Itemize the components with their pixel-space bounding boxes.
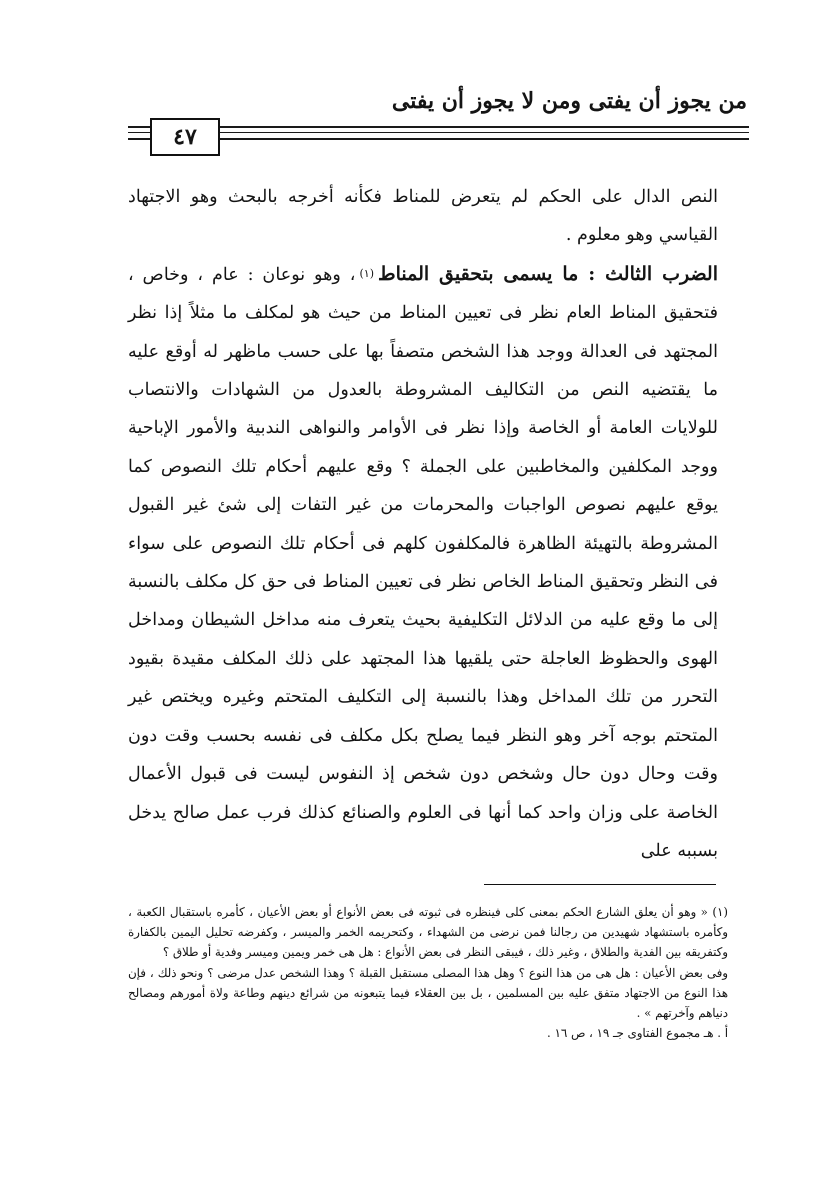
paragraph <box>128 255 718 871</box>
header-rule-thin <box>128 132 749 133</box>
footnote-source: أ . هـ مجموع الفتاوى جـ ١٩ ، ص ١٦ . <box>547 1026 728 1041</box>
header-rule <box>128 126 749 128</box>
section-heading: الضرب الثالث : ما يسمى بتحقيق المناط <box>378 262 718 285</box>
header-rule-lower <box>128 138 749 140</box>
footnote-reference[interactable]: (١) <box>359 266 374 280</box>
main-text <box>128 178 718 870</box>
paragraph: النص الدال على الحكم لم يتعرض للمناط فكأنه أخرجه بالبحث وهو الاجتهاد القياسي وهو معلوم . <box>128 187 718 246</box>
running-header-title: من يجوز أن يفتى ومن لا يجوز أن يفتى <box>391 88 747 114</box>
footnote-separator <box>484 884 716 885</box>
paragraph-text: ، وهو نوعان : عام ، وخاص ، فتحقيق المناط العام نظر فى تعيين المناط من حيث هو لمكلف ما مثلاً إذا نظر المجتهد فى العدالة ووجد هذا الشخص متصفاً بها على حسب ماظهر له أوقع عليه ما يقتضيه النص من التكاليف المشروطة بالعدول من الشهادات والانتصاب للولايات العامة أو الخاصة وإذا نظر فى الأوامر والنواهى الندبية والأمور الإباحية ووجد المكلفين والمخاطبين على الجملة ؟ وقع عليهم أحكام تلك النصوص كما يوقع عليهم نصوص الواجبات والمحرمات من غير التفات إلى شئ غير القبول المشروطة بالتهيئة الظاهرة فالمكلفون كلهم فى أحكام تلك النصوص على سواء فى النظر وتحقيق المناط الخاص نظر فى تعيين المناط فى حق كل مكلف بالنسبة إلى ما وقع عليه من الدلائل التكليفية بحيث يتعرف منه مداخل الشيطان ومداخل الهوى والحظوظ العاجلة حتى يلقيها هذا المجتهد على ذلك المكلف مقيدة بقيود التحرر من تلك المداخل وهذا بالنسبة إلى التكليف المتحتم وغيره ويختص غير المتحتم بوجه آخر وهو النظر فيما يصلح بكل مكلف فى نفسه بحسب وقت دون وقت وحال دون حال وشخص دون شخص إذ النفوس ليست فى قبول الأعمال الخاصة على وزان واحد كما أنها فى العلوم والصنائع كذلك فرب عمل صالح يدخل بسببه على <box>128 264 718 861</box>
page-number: ٤٧ <box>150 118 220 156</box>
footnote: (١) « وهو أن يعلق الشارع الحكم بمعنى كلى فينظره فى ثبوته فى بعض الأنواع أو بعض الأعيان ، كأمره باستقبال الكعبة ، وكأمره باستشهاد شهيدين من رجالنا فمن نرضى من الشهداء ، وكتحريمه الخمر والميسر ، وكفرضه تحليل اليمين بالكفارة وكتفريقه بين الفدية والطلاق ، وغير ذلك ، فيبقى النظر فى بعض الأنواع : هل هى خمر ويمين وميسر وفدية أو طلاق ؟ <box>128 905 728 960</box>
footnotes <box>128 902 728 1043</box>
footnote-continuation: وفى بعض الأعيان : هل هى من هذا النوع ؟ وهل هذا المصلى مستقبل القبلة ؟ وهذا الشخص عدل مرضى ؟ ونحو ذلك ، فإن هذا النوع من الاجتهاد متفق عليه بين المسلمين ، بل بين العقلاء فيما يتبعونه من شرائع دينهم وطاعة ولاة أمورهم ومصالح دنياهم وآخرتهم » . <box>128 965 728 1021</box>
